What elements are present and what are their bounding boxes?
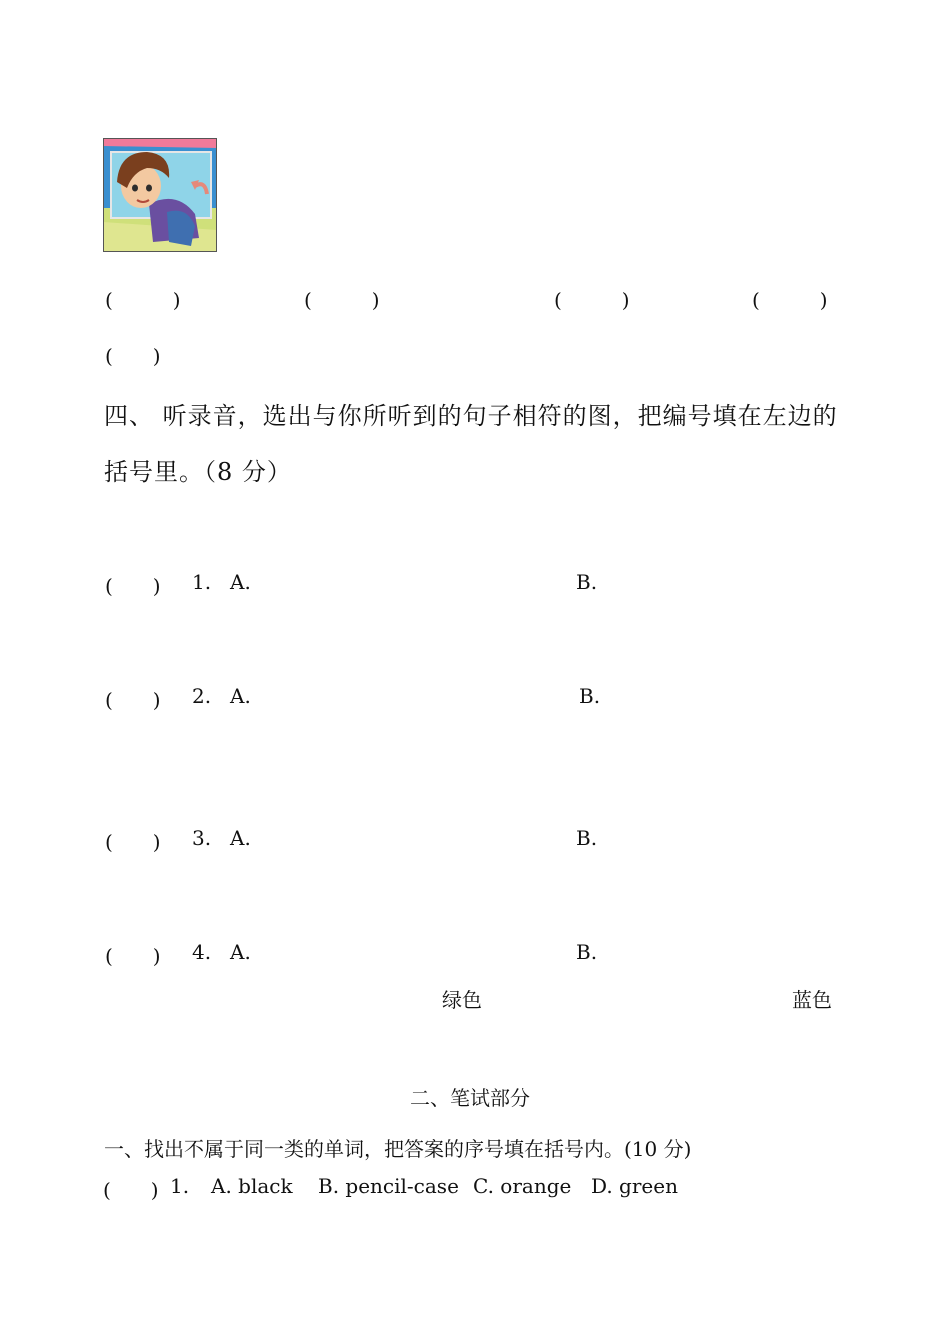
written-part-heading: 二、笔试部分: [410, 1086, 530, 1110]
option-b-label: B.: [576, 570, 598, 594]
color-label-green: 绿色: [442, 988, 482, 1012]
answer-blank[interactable]: ( ): [103, 1178, 159, 1202]
option-b: B. pencil-case: [318, 1174, 459, 1198]
answer-blank[interactable]: ( ): [105, 574, 161, 598]
picture-answer-blank-4[interactable]: ( ): [752, 288, 828, 312]
option-a-label: A.: [230, 826, 251, 850]
item-number: 3.: [192, 826, 212, 850]
item-number: 2.: [192, 684, 212, 708]
section-4-title-line-1: 四、 听录音，选出与你所听到的句子相符的图，把编号填在左边的: [104, 402, 838, 430]
color-label-blue: 蓝色: [792, 988, 832, 1012]
answer-blank[interactable]: ( ): [105, 944, 161, 968]
item-number: 4.: [192, 940, 212, 964]
question-1-title: 一、找出不属于同一类的单词，把答案的序号填在括号内。(10 分): [104, 1137, 692, 1161]
option-a-label: A.: [230, 684, 251, 708]
picture-answer-blank-5[interactable]: ( ): [105, 344, 161, 368]
picture-answer-blank-3[interactable]: ( ): [554, 288, 630, 312]
option-a: A. black: [211, 1174, 293, 1198]
item-number: 1.: [192, 570, 212, 594]
option-b-label: B.: [576, 940, 598, 964]
item-number: 1.: [170, 1174, 190, 1198]
option-a-label: A.: [230, 940, 251, 964]
option-d: D. green: [591, 1174, 678, 1198]
answer-blank[interactable]: ( ): [105, 830, 161, 854]
option-a-label: A.: [230, 570, 251, 594]
option-c: C. orange: [473, 1174, 572, 1198]
answer-blank[interactable]: ( ): [105, 688, 161, 712]
option-b-label: B.: [576, 826, 598, 850]
boy-with-backpack-illustration: [103, 138, 217, 252]
picture-answer-blank-1[interactable]: ( ): [105, 288, 181, 312]
section-4-title-line-2: 括号里。（8 分）: [104, 458, 292, 486]
picture-answer-blank-2[interactable]: ( ): [304, 288, 380, 312]
option-b-label: B.: [579, 684, 601, 708]
